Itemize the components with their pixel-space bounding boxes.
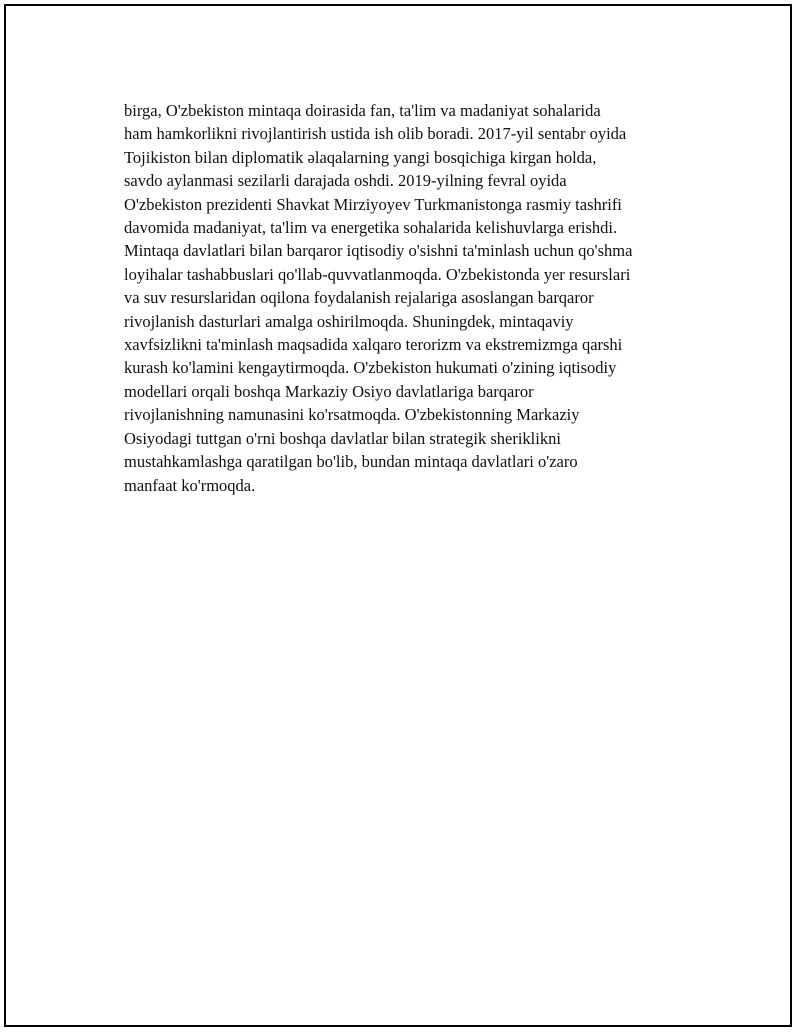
- page-border: [4, 4, 792, 1027]
- paragraph-line: savdo aylanmasi sezilarli darajada oshdi. 2019-yilning fevral oyida: [124, 171, 567, 191]
- body-paragraph: [124, 99, 704, 497]
- paragraph-line: manfaat ko'rmoqda.: [124, 475, 256, 495]
- paragraph-line: davomida madaniyat, ta'lim va energetika sohalarida kelishuvlarga erishdi.: [124, 218, 618, 238]
- paragraph-line: mustahkamlashga qaratilgan bo'lib, bundan mintaqa davlatlari o'zaro: [124, 452, 578, 472]
- paragraph-line: modellari orqali boshqa Markaziy Osiyo davlatlariga barqaror: [124, 381, 534, 401]
- paragraph-line: kurash ko'lamini kengaytirmoqda. O'zbekiston hukumati o'zining iqtisodiy: [124, 358, 617, 378]
- paragraph-line: va suv resurslaridan oqilona foydalanish rejalariga asoslangan barqaror: [124, 288, 594, 308]
- paragraph-line: ham hamkorlikni rivojlantirish ustida ish olib boradi. 2017-yil sentabr oyida: [124, 124, 627, 144]
- paragraph-line: rivojlanish dasturlari amalga oshirilmoqda. Shuningdek, mintaqaviy: [124, 311, 574, 331]
- paragraph-line: Mintaqa davlatlari bilan barqaror iqtisodiy o'sishni ta'minlash uchun qo'shma: [124, 241, 633, 261]
- paragraph-line: loyihalar tashabbuslari qo'llab-quvvatlanmoqda. O'zbekistonda yer resurslari: [124, 264, 631, 284]
- paragraph-line: birga, O'zbekiston mintaqa doirasida fan, ta'lim va madaniyat sohalarida: [124, 101, 601, 120]
- paragraph-line: xavfsizlikni ta'minlash maqsadida xalqaro terorizm va ekstremizmga qarshi: [124, 335, 623, 355]
- paragraph-line: Osiyodagi tuttgan o'rni boshqa davlatlar bilan strategik sheriklikni: [124, 428, 561, 448]
- paragraph-line: Tojikiston bilan diplomatik əlaqalarning yangi bosqichiga kirgan holda,: [124, 147, 597, 167]
- paragraph-line: O'zbekiston prezidenti Shavkat Mirziyoyev Turkmanistonga rasmiy tashrifi: [124, 194, 622, 214]
- paragraph-line: rivojlanishning namunasini ko'rsatmoqda. O'zbekistonning Markaziy: [124, 405, 580, 425]
